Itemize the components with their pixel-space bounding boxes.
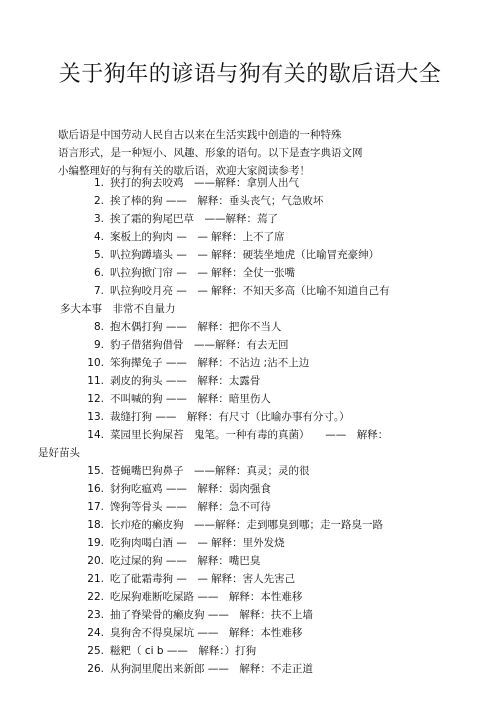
item-number: 15.: [87, 465, 104, 477]
item-text: 菜园里长狗屎苔 鬼笔。一种有毒的真菌） —— 解释：: [110, 429, 389, 441]
item-text: 豹子借猪狗借骨 ——解释：有去无回: [110, 339, 289, 351]
item-number: 10.: [87, 357, 104, 369]
list-item: [0, 516, 500, 534]
item-text: 叭拉狗咬月亮 — — 解释：不知天多高（比喻不知道自己有: [110, 285, 390, 297]
list-item: [0, 390, 500, 408]
list-item: [0, 642, 500, 660]
item-number: 23.: [87, 609, 104, 621]
item-text: 挨了棒的狗 —— 解释：垂头丧气；气急败坏: [110, 195, 324, 207]
item-number: 9.: [93, 339, 104, 351]
intro-line: 语言形式，是一种短小、风趣、形象的语句。以下是查字典语文网: [58, 147, 363, 159]
item-text: 不叫喊的狗 —— 解释：暗里伤人: [110, 393, 271, 405]
item-number: 3.: [93, 213, 104, 225]
item-text: 剥皮的狗头 —— 解释：太露骨: [110, 375, 261, 387]
item-number: 2.: [93, 195, 104, 207]
list-item: [0, 462, 500, 480]
list-item: [0, 624, 500, 642]
list-item: [0, 606, 500, 624]
item-number: 14.: [87, 429, 104, 441]
list-item: [0, 192, 500, 210]
list-item: [0, 534, 500, 552]
list-item-continuation: [0, 444, 500, 462]
list-item: [0, 372, 500, 390]
item-text: 吃屎狗难断吃屎路 —— 解释：本性难移: [110, 591, 303, 603]
item-number: 13.: [87, 411, 104, 423]
item-text: 狭打的狗去咬鸡 ——解释：拿别人出气: [110, 177, 299, 189]
item-number: 8.: [93, 321, 104, 333]
item-number: 25.: [87, 645, 104, 657]
item-number: 24.: [87, 627, 104, 639]
item-number: 5.: [93, 249, 104, 261]
item-number: 26.: [87, 663, 104, 675]
item-text: 长疖疮的癞皮狗 ——解释：走到哪臭到哪；走一路臭一路: [110, 519, 383, 531]
item-number: 6.: [93, 267, 104, 279]
list-item: [0, 570, 500, 588]
list-item: [0, 660, 500, 678]
item-text: 抽了脊梁骨的癞皮狗 —— 解释：扶不上墙: [110, 609, 313, 621]
page-title: 关于狗年的谚语与狗有关的歇后语大全: [58, 62, 442, 87]
item-text: 叭拉狗蹲墙头 — — 解释：硬装坐地虎（比喻冒充豪绅）: [110, 249, 380, 261]
item-text: 吃狗肉喝白酒 — — 解释：里外发烧: [110, 537, 285, 549]
list-item: [0, 408, 500, 426]
item-text: 糍粑（ ci b —— 解释：）打狗: [110, 645, 257, 657]
list-item: [0, 480, 500, 498]
list-item: [0, 354, 500, 372]
item-text: 豺狗吃瘟鸡 —— 解释：弱肉强食: [110, 483, 271, 495]
list-item: [0, 246, 500, 264]
item-continuation-text: 是好苗头: [38, 447, 80, 459]
item-number: 4.: [93, 231, 104, 243]
list-item: [0, 552, 500, 570]
intro-line: 小编整理好的与狗有关的歇后语，欢迎大家阅读参考！: [58, 165, 310, 177]
item-number: 20.: [87, 555, 104, 567]
item-continuation-text: 多大本事 非常不自量力: [60, 303, 176, 315]
list-item: [0, 426, 500, 444]
list-item: [0, 210, 500, 228]
item-text: 吃了砒霜毒狗 — — 解释：害人先害己: [110, 573, 296, 585]
item-text: 从狗洞里爬出来新郎 —— 解释：不走正道: [110, 663, 313, 675]
item-number: 21.: [87, 573, 104, 585]
item-number: 19.: [87, 537, 104, 549]
item-number: 7.: [93, 285, 104, 297]
item-number: 17.: [87, 501, 104, 513]
list-item: [0, 228, 500, 246]
list-item: [0, 264, 500, 282]
intro-paragraph: [58, 126, 418, 180]
item-text: 苍蝇嘴巴狗鼻子 ——解释：真灵；灵的很: [110, 465, 310, 477]
intro-line: 歇后语是中国劳动人民自古以来在生活实践中创造的一种特殊: [58, 129, 342, 141]
item-text: 案板上的狗肉 — — 解释：上不了席: [110, 231, 285, 243]
item-number: 1.: [93, 177, 104, 189]
item-text: 裁缝打狗 —— 解释：有尺寸（比喻办事有分寸。）: [110, 411, 350, 423]
item-number: 16.: [87, 483, 104, 495]
item-text: 挨了霜的狗尾巴草 ——解释：蔫了: [110, 213, 278, 225]
list-item-continuation: [0, 300, 500, 318]
list-item: [0, 588, 500, 606]
list-item: [0, 318, 500, 336]
list-item: [0, 282, 500, 300]
list-item: [0, 336, 500, 354]
item-text: 馋狗等骨头 —— 解释：急不可待: [110, 501, 271, 513]
item-text: 吃过屎的狗 —— 解释：嘴巴臭: [110, 555, 261, 567]
proverb-list: [0, 174, 500, 678]
item-number: 22.: [87, 591, 104, 603]
item-number: 11.: [87, 375, 104, 387]
list-item: [0, 174, 500, 192]
item-text: 笨狗撵兔子 —— 解释：不沾边 ;沾不上边: [110, 357, 310, 369]
item-text: 叭拉狗掀门帘 — — 解释：全仗一张嘴: [110, 267, 296, 279]
item-number: 18.: [87, 519, 104, 531]
list-item: [0, 498, 500, 516]
item-number: 12.: [87, 393, 104, 405]
item-text: 抱木偶打狗 —— 解释：把你不当人: [110, 321, 282, 333]
item-text: 臭狗舍不得臭屎坑 —— 解释：本性难移: [110, 627, 303, 639]
